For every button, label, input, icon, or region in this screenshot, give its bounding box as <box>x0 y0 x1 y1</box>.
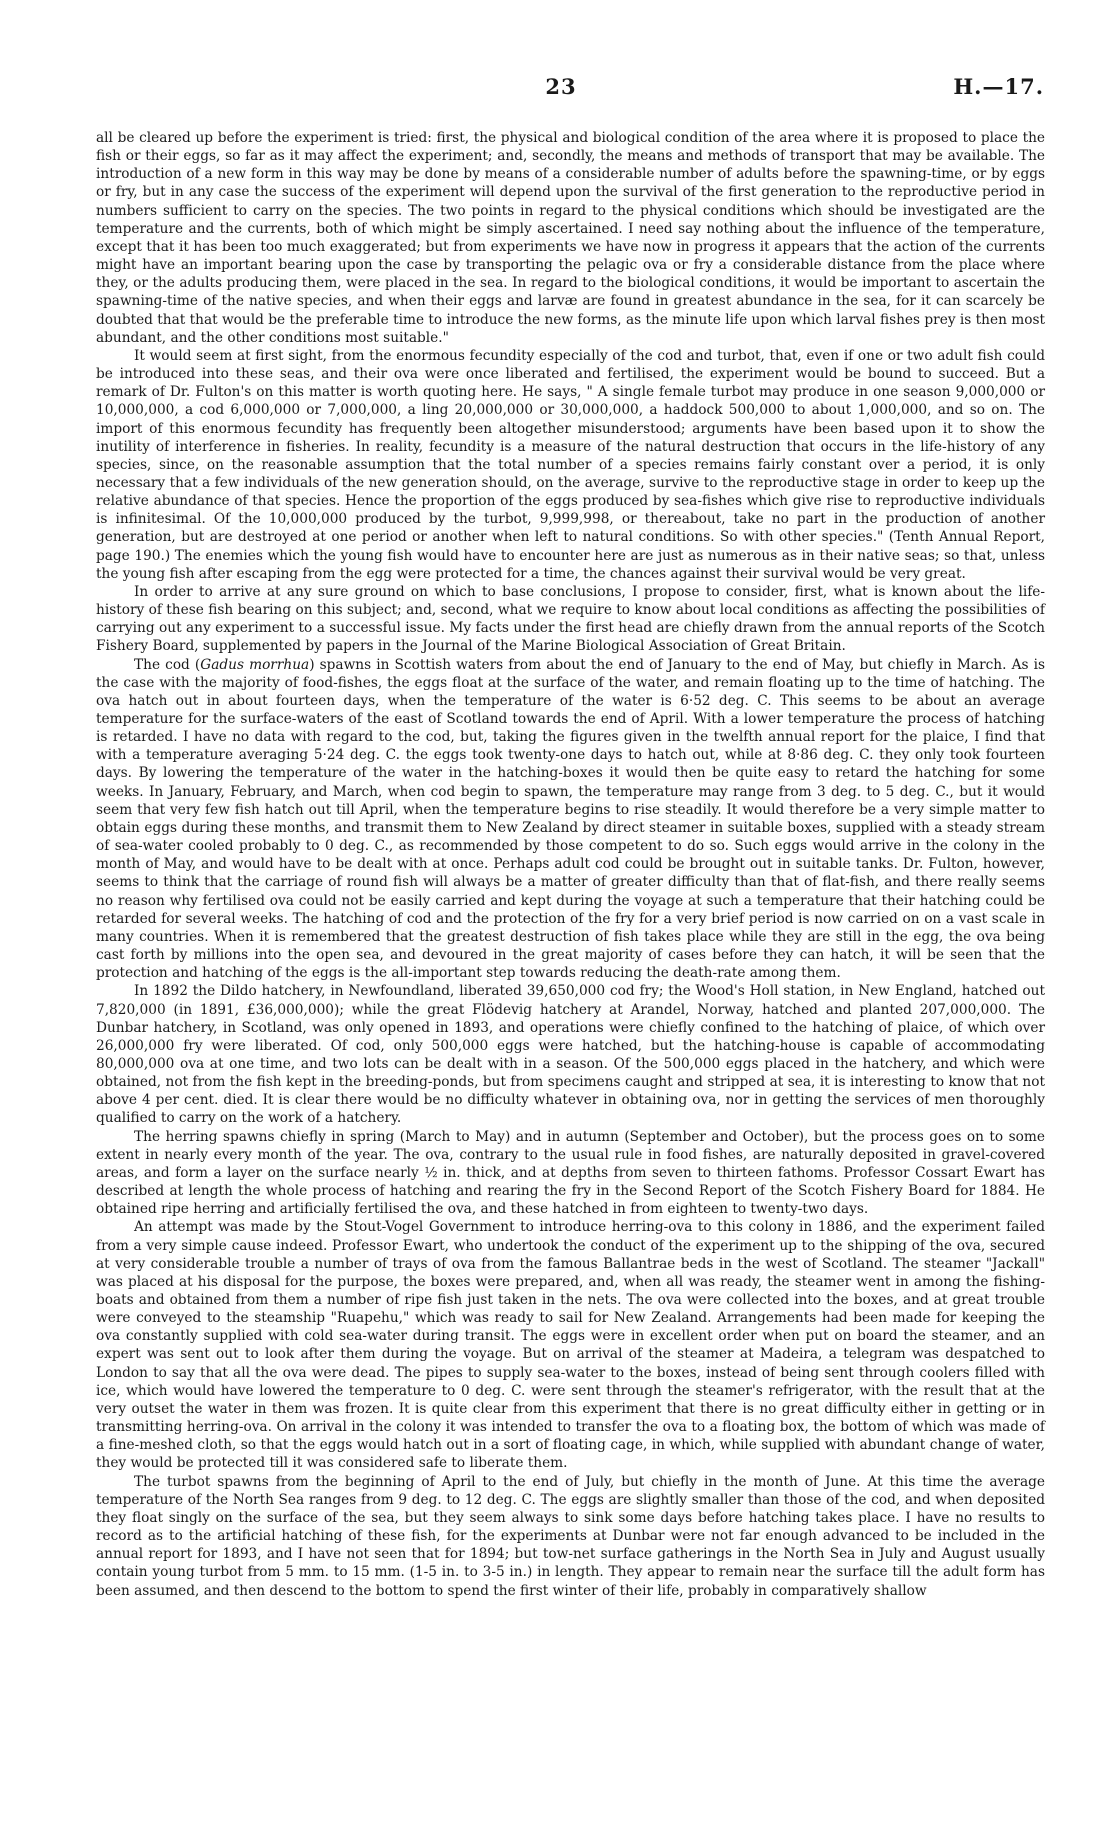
paragraph-continued <box>96 129 1045 347</box>
paragraph-turbot <box>96 1473 1045 1600</box>
paragraph-cod <box>96 656 1045 983</box>
body-text <box>96 129 1045 1600</box>
paragraph-herring-attempt <box>96 1218 1045 1472</box>
document-reference: H.—17. <box>953 74 1044 99</box>
paragraph-text: The turbot spawns from the beginning of April to the end of July, but chiefly in the month of June. At this time the average temperature of the North Sea ranges from 9 deg. to 12 deg. C. The eggs are slightly smaller than those of the cod, and when deposited they float singly on the surface of the sea, but they seem always to sink some days before hatching takes place. I have no results to record as to the artificial hatching of these fish, for the experiments at Dunbar were not far enough advanced to be included in the annual report for 1893, and I have not seen that for 1894; but tow-net surface gatherings in the North Sea in July and August usually contain young turbot from 5 mm. to 15 mm. (1-5 in. to 3-5 in.) in length. They appear to remain near the surface till the adult form has been assumed, and then descend to the bottom to spend the first winter of their life, probably in comparatively shallow <box>96 1473 1045 1599</box>
paragraph-text: The cod ( <box>134 656 201 673</box>
paragraph-text: In 1892 the Dildo hatchery, in Newfoundland, liberated 39,650,000 cod fry; the Wood's Holl station, in New England, hatched out 7,820,000 (in 1891, £36,000,000); while the great Flödevig hatchery at Arandel, Norway, hatched and planted 207,000,000. The Dunbar hatchery, in Scotland, was only opened in 1893, and operations were chiefly confined to the hatching of plaice, of which over 26,000,000 fry were liberated. Of cod, only 500,000 eggs were hatched, but the hatching-house is capable of accommodating 80,000,000 ova at one time, and two lots can be dealt with in a season. Of the 500,000 eggs placed in the hatchery, and which were obtained, not from the fish kept in the breeding-ponds, but from specimens caught and stripped at sea, it is interesting to know that not above 4 per cent. died. It is clear there would be no difficulty whatever in obtaining ova, nor in getting the services of men thoroughly qualified to carry on the work of a hatchery. <box>96 983 1045 1127</box>
paragraph-hatcheries <box>96 982 1045 1127</box>
paragraph-text: In order to arrive at any sure ground on which to base conclusions, I propose to consider, first, what is known about the life-history of these fish bearing on this subject; and, second, what we require to know about local conditions as affecting the possibilities of carrying out any experiment to a successful issue. My facts under the first head are chiefly drawn from the annual reports of the Scotch Fishery Board, supplemented by papers in the Journal of the Marine Biological Association of Great Britain. <box>96 583 1045 655</box>
page-number: 23 <box>545 74 577 99</box>
species-name: Gadus morrhua <box>200 656 310 673</box>
paragraph-text: An attempt was made by the Stout-Vogel Government to introduce herring-ova to this colony in 1886, and the experiment failed from a very simple cause indeed. Professor Ewart, who undertook the conduct of the experiment up to the shipping of the ova, secured at very considerable trouble a number of trays of ova from the famous Ballantrae beds in the west of Scotland. The steamer "Jackall" was placed at his disposal for the purpose, the boxes were prepared, and, when all was ready, the steamer went in among the fishing-boats and obtained from them a number of ripe fish just taken in the nets. The ova were collected into the boxes, and at great trouble were conveyed to the steamship "Ruapehu," which was ready to sail for New Zealand. Arrangements had been made for keeping the ova constantly supplied with cold sea-water during transit. The eggs were in excellent order when put on board the steamer, and an expert was sent out to look after them during the voyage. But on arrival of the steamer at Madeira, a telegram was despatched to London to say that all the ova were dead. The pipes to supply sea-water to the boxes, instead of being sent through coolers filled with ice, which would have lowered the temperature to 0 deg. C. were sent through the steamer's refrigerator, with the result that at the very outset the water in them was frozen. It is quite clear from this experiment that there is no great difficulty either in getting or in transmitting herring-ova. On arrival in the colony it was intended to transfer the ova to a floating box, the bottom of which was made of a fine-meshed cloth, so that the eggs would hatch out in a sort of floating cage, in which, while supplied with abundant change of water, they would be protected till it was considered safe to liberate them. <box>96 1219 1045 1472</box>
paragraph-text: ) spawns in Scottish waters from about the end of January to the end of May, but chiefly in March. As is the case with the majority of food-fishes, the eggs float at the surface of the water, and remain floating up to the time of hatching. The ova hatch out in about fourteen days, when the temperature of the water is 6·52 deg. C. This seems to be about an average temperature for the surface-waters of the east of Scotland towards the end of April. With a lower temperature the process of hatching is retarded. I have no data with regard to the cod, but, taking the figures given in the twelfth annual report for the plaice, I find that with a temperature averaging 5·24 deg. C. the eggs took twenty-one days to hatch out, while at 8·86 deg. C. they only took fourteen days. By lowering the temperature of the water in the hatching-boxes it would then be quite easy to retard the hatching for some weeks. In January, February, and March, when cod begin to spawn, the temperature may range from 3 deg. to 5 deg. C., but it would seem that very few fish hatch out till April, when the temperature begins to rise steadily. It would therefore be a very simple matter to obtain eggs during these months, and transmit them to New Zealand by direct steamer in suitable boxes, supplied with a steady stream of sea-water cooled probably to 0 deg. C., as recommended by those competent to do so. Such eggs would arrive in the colony in the month of May, and would have to be dealt with at once. Perhaps adult cod could be brought out in suitable tanks. Dr. Fulton, however, seems to think that the carriage of round fish will always be a matter of greater difficulty than that of flat-fish, and there really seems no reason why fertilised ova could not be easily carried and kept during the voyage at such a temperature that their hatching could be retarded for several weeks. The hatching of cod and the protection of the fry for a very brief period is now carried on on a vast scale in many countries. When it is remembered that the greatest destruction of fish takes place while they are still in the egg, the ova being cast forth by millions into the open sea, and devoured in the great majority of cases before they can hatch, it will be seen that the protection and hatching of the eggs is the all-important step towards reducing the death-rate among them. <box>96 656 1045 982</box>
paragraph-method <box>96 583 1045 656</box>
paragraph-text: It would seem at first sight, from the enormous fecundity especially of the cod and turbot, that, even if one or two adult fish could be introduced into these seas, and their ova were once liberated and fertilised, the experiment would be bound to succeed. But a remark of Dr. Fulton's on this matter is worth quoting here. He says, " A single female turbot may produce in one season 9,000,000 or 10,000,000, a cod 6,000,000 or 7,000,000, a ling 20,000,000 or 30,000,000, a haddock 500,000 to about 1,000,000, and so on. The import of this enormous fecundity has frequently been altogether misunderstood; arguments have been based upon it to show the inutility of interference in fisheries. In reality, fecundity is a measure of the natural destruction that occurs in the life-history of any species, since, on the reasonable assumption that the total number of a species remains fairly constant over a period, it is only necessary that a few individuals of the new generation should, on the average, survive to the reproductive stage in order to keep up the relative abundance of that species. Hence the proportion of the eggs produced by sea-fishes which give rise to reproductive individuals is infinitesimal. Of the 10,000,000 produced by the turbot, 9,999,998, or thereabout, take no part in the production of another generation, but are destroyed at one period or another when left to natural conditions. So with other species." (Tenth Annual Report, page 190.) The enemies which the young fish would have to encounter here are just as numerous as in their native seas; so that, unless the young fish after escaping from the egg were protected for a time, the chances against their survival would be very great. <box>96 347 1045 582</box>
page-header <box>0 74 1114 104</box>
paragraph-text: The herring spawns chiefly in spring (March to May) and in autumn (September and October), but the process goes on to some extent in nearly every month of the year. The ova, contrary to the usual rule in food fishes, are naturally deposited in gravel-covered areas, and form a layer on the surface nearly ½ in. thick, and at depths from seven to thirteen fathoms. Professor Cossart Ewart has described at length the whole process of hatching and rearing the fry in the Second Report of the Scotch Fishery Board for 1884. He obtained ripe herring and artificially fertilised the ova, and these hatched in from eighteen to twenty-two days. <box>96 1128 1045 1218</box>
paragraph-text: all be cleared up before the experiment is tried: first, the physical and biological condition of the area where it is proposed to place the fish or their eggs, so far as it may affect the experiment; and, secondly, the means and methods of transport that may be available. The introduction of a new form in this way may be done by means of a considerable number of adults before the spawning-time, or by eggs or fry, but in any case the success of the experiment will depend upon the survival of the first generation to the reproductive period in numbers sufficient to carry on the species. The two points in regard to the physical conditions which should be investigated are the temperature and the currents, both of which might be simply ascertained. I need say nothing about the influence of the temperature, except that it has been too much exaggerated; but from experiments we have now in progress it appears that the action of the currents might have an important bearing upon the case by transporting the pelagic ova or fry a considerable distance from the place where they, or the adults producing them, were placed in the sea. In regard to the biological conditions, it would be important to ascertain the spawning-time of the native species, and when their eggs and larvæ are found in greatest abundance in the sea, for it can scarcely be doubted that that would be the preferable time to introduce the new forms, as the minute life upon which larval fishes prey is then most abundant, and the other conditions most suitable." <box>96 130 1045 346</box>
paragraph-herring <box>96 1128 1045 1219</box>
paragraph-fecundity <box>96 347 1045 583</box>
